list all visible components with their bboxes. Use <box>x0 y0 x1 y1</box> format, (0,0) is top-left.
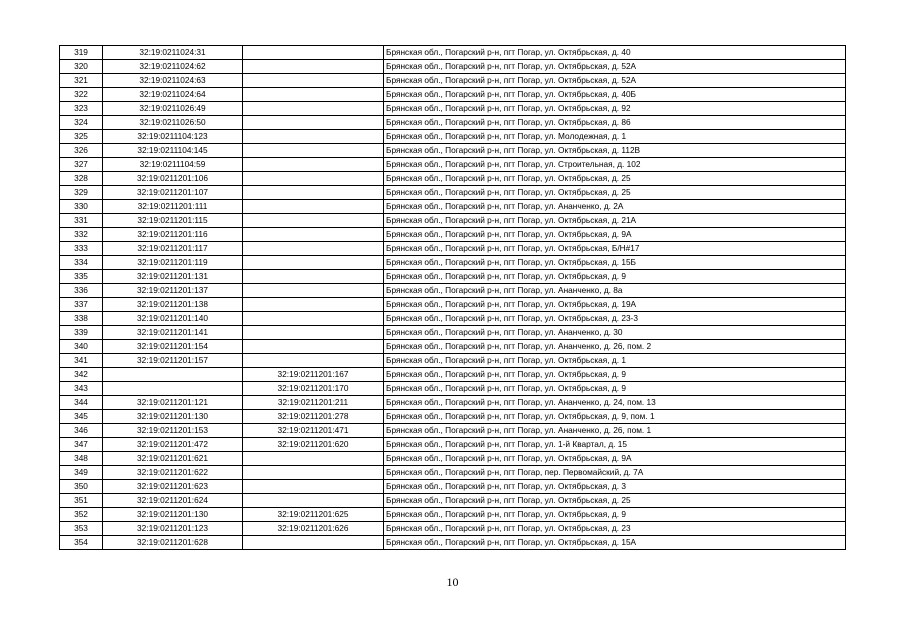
table-row <box>60 396 846 410</box>
table-row <box>60 242 846 256</box>
cadastral-number-cell: 32:19:0211201:123 <box>103 522 243 536</box>
address-cell: Брянская обл., Погарский р-н, пгт Погар, ул. Октябрьская, д. 25 <box>384 172 846 186</box>
address-cell: Брянская обл., Погарский р-н, пгт Погар, пер. Первомайский, д. 7А <box>384 466 846 480</box>
address-cell: Брянская обл., Погарский р-н, пгт Погар, ул. Ананченко, д. 8а <box>384 284 846 298</box>
row-number-cell: 324 <box>60 116 103 130</box>
cadastral-number-cell: 32:19:0211201:106 <box>103 172 243 186</box>
address-cell: Брянская обл., Погарский р-н, пгт Погар, ул. Ананченко, д. 2А <box>384 200 846 214</box>
table-row <box>60 326 846 340</box>
address-cell: Брянская обл., Погарский р-н, пгт Погар, ул. Октябрьская, д. 1 <box>384 354 846 368</box>
row-number-cell: 341 <box>60 354 103 368</box>
cadastral-number-cell: 32:19:0211201:138 <box>103 298 243 312</box>
address-cell: Брянская обл., Погарский р-н, пгт Погар, ул. Октябрьская, д. 9 <box>384 270 846 284</box>
table-row <box>60 130 846 144</box>
row-number-cell: 335 <box>60 270 103 284</box>
property-register-table <box>59 45 846 550</box>
table-row <box>60 284 846 298</box>
linked-cadastral-number-cell <box>243 102 384 116</box>
table-row <box>60 158 846 172</box>
linked-cadastral-number-cell <box>243 466 384 480</box>
cadastral-number-cell: 32:19:0211201:116 <box>103 228 243 242</box>
address-cell: Брянская обл., Погарский р-н, пгт Погар, ул. Октябрьская, д. 15Б <box>384 256 846 270</box>
table-row <box>60 102 846 116</box>
linked-cadastral-number-cell: 32:19:0211201:625 <box>243 508 384 522</box>
linked-cadastral-number-cell <box>243 494 384 508</box>
row-number-cell: 348 <box>60 452 103 466</box>
address-cell: Брянская обл., Погарский р-н, пгт Погар, ул. Октябрьская, д. 9 <box>384 382 846 396</box>
address-cell: Брянская обл., Погарский р-н, пгт Погар, ул. Октябрьская, д. 25 <box>384 186 846 200</box>
cadastral-number-cell: 32:19:0211104:59 <box>103 158 243 172</box>
row-number-cell: 350 <box>60 480 103 494</box>
row-number-cell: 327 <box>60 158 103 172</box>
address-cell: Брянская обл., Погарский р-н, пгт Погар, ул. Октябрьская, д. 40 <box>384 46 846 60</box>
table-row <box>60 438 846 452</box>
page-number: 10 <box>446 575 459 589</box>
row-number-cell: 334 <box>60 256 103 270</box>
table-row <box>60 452 846 466</box>
linked-cadastral-number-cell <box>243 312 384 326</box>
table-row <box>60 466 846 480</box>
linked-cadastral-number-cell <box>243 130 384 144</box>
row-number-cell: 336 <box>60 284 103 298</box>
row-number-cell: 332 <box>60 228 103 242</box>
row-number-cell: 354 <box>60 536 103 550</box>
cadastral-number-cell: 32:19:0211201:107 <box>103 186 243 200</box>
row-number-cell: 340 <box>60 340 103 354</box>
cadastral-number-cell: 32:19:0211201:141 <box>103 326 243 340</box>
address-cell: Брянская обл., Погарский р-н, пгт Погар, ул. Октябрьская, д. 19А <box>384 298 846 312</box>
address-cell: Брянская обл., Погарский р-н, пгт Погар, ул. Октябрьская, Б/Н#17 <box>384 242 846 256</box>
address-cell: Брянская обл., Погарский р-н, пгт Погар, ул. Октябрьская, д. 112В <box>384 144 846 158</box>
cadastral-number-cell: 32:19:0211026:50 <box>103 116 243 130</box>
cadastral-number-cell: 32:19:0211201:624 <box>103 494 243 508</box>
linked-cadastral-number-cell <box>243 256 384 270</box>
row-number-cell: 342 <box>60 368 103 382</box>
cadastral-number-cell: 32:19:0211201:130 <box>103 410 243 424</box>
row-number-cell: 322 <box>60 88 103 102</box>
row-number-cell: 323 <box>60 102 103 116</box>
row-number-cell: 346 <box>60 424 103 438</box>
cadastral-number-cell: 32:19:0211201:117 <box>103 242 243 256</box>
row-number-cell: 329 <box>60 186 103 200</box>
cadastral-number-cell: 32:19:0211201:131 <box>103 270 243 284</box>
table-row <box>60 368 846 382</box>
address-cell: Брянская обл., Погарский р-н, пгт Погар, ул. Октябрьская, д. 25 <box>384 494 846 508</box>
table-row <box>60 298 846 312</box>
cadastral-number-cell: 32:19:0211201:130 <box>103 508 243 522</box>
cadastral-number-cell: 32:19:0211201:623 <box>103 480 243 494</box>
linked-cadastral-number-cell: 32:19:0211201:620 <box>243 438 384 452</box>
cadastral-number-cell: 32:19:0211201:137 <box>103 284 243 298</box>
table-row <box>60 172 846 186</box>
table-row <box>60 116 846 130</box>
address-cell: Брянская обл., Погарский р-н, пгт Погар, ул. Октябрьская, д. 9 <box>384 508 846 522</box>
table-row <box>60 494 846 508</box>
linked-cadastral-number-cell <box>243 74 384 88</box>
linked-cadastral-number-cell <box>243 326 384 340</box>
table-row <box>60 354 846 368</box>
cadastral-number-cell: 32:19:0211201:121 <box>103 396 243 410</box>
linked-cadastral-number-cell <box>243 242 384 256</box>
row-number-cell: 328 <box>60 172 103 186</box>
table-row <box>60 88 846 102</box>
address-cell: Брянская обл., Погарский р-н, пгт Погар, ул. Октябрьская, д. 52А <box>384 74 846 88</box>
linked-cadastral-number-cell <box>243 284 384 298</box>
cadastral-number-cell: 32:19:0211024:63 <box>103 74 243 88</box>
address-cell: Брянская обл., Погарский р-н, пгт Погар, ул. Октябрьская, д. 23-3 <box>384 312 846 326</box>
linked-cadastral-number-cell <box>243 200 384 214</box>
table-row <box>60 480 846 494</box>
row-number-cell: 325 <box>60 130 103 144</box>
row-number-cell: 321 <box>60 74 103 88</box>
row-number-cell: 351 <box>60 494 103 508</box>
row-number-cell: 320 <box>60 60 103 74</box>
cadastral-number-cell <box>103 368 243 382</box>
cadastral-number-cell: 32:19:0211201:154 <box>103 340 243 354</box>
linked-cadastral-number-cell: 32:19:0211201:278 <box>243 410 384 424</box>
cadastral-number-cell: 32:19:0211201:621 <box>103 452 243 466</box>
cadastral-number-cell <box>103 382 243 396</box>
table-row <box>60 340 846 354</box>
row-number-cell: 331 <box>60 214 103 228</box>
address-cell: Брянская обл., Погарский р-н, пгт Погар, ул. Октябрьская, д. 9 <box>384 368 846 382</box>
row-number-cell: 333 <box>60 242 103 256</box>
cadastral-number-cell: 32:19:0211201:119 <box>103 256 243 270</box>
linked-cadastral-number-cell <box>243 452 384 466</box>
table-row <box>60 410 846 424</box>
address-cell: Брянская обл., Погарский р-н, пгт Погар, ул. Октябрьская, д. 52А <box>384 60 846 74</box>
cadastral-number-cell: 32:19:0211201:157 <box>103 354 243 368</box>
table-row <box>60 228 846 242</box>
cadastral-number-cell: 32:19:0211024:64 <box>103 88 243 102</box>
linked-cadastral-number-cell <box>243 228 384 242</box>
cadastral-number-cell: 32:19:0211026:49 <box>103 102 243 116</box>
address-cell: Брянская обл., Погарский р-н, пгт Погар, ул. Октябрьская, д. 9А <box>384 452 846 466</box>
address-cell: Брянская обл., Погарский р-н, пгт Погар, ул. Октябрьская, д. 23 <box>384 522 846 536</box>
address-cell: Брянская обл., Погарский р-н, пгт Погар, ул. Октябрьская, д. 9А <box>384 228 846 242</box>
table-row <box>60 256 846 270</box>
address-cell: Брянская обл., Погарский р-н, пгт Погар, ул. Октябрьская, д. 9, пом. 1 <box>384 410 846 424</box>
cadastral-number-cell: 32:19:0211201:628 <box>103 536 243 550</box>
table-row <box>60 312 846 326</box>
linked-cadastral-number-cell <box>243 354 384 368</box>
address-cell: Брянская обл., Погарский р-н, пгт Погар, ул. 1-й Квартал, д. 15 <box>384 438 846 452</box>
linked-cadastral-number-cell <box>243 116 384 130</box>
row-number-cell: 353 <box>60 522 103 536</box>
address-cell: Брянская обл., Погарский р-н, пгт Погар, ул. Октябрьская, д. 15А <box>384 536 846 550</box>
row-number-cell: 345 <box>60 410 103 424</box>
cadastral-number-cell: 32:19:0211201:140 <box>103 312 243 326</box>
cadastral-number-cell: 32:19:0211201:472 <box>103 438 243 452</box>
row-number-cell: 344 <box>60 396 103 410</box>
cadastral-number-cell: 32:19:0211201:111 <box>103 200 243 214</box>
table-row <box>60 200 846 214</box>
cadastral-number-cell: 32:19:0211201:115 <box>103 214 243 228</box>
row-number-cell: 319 <box>60 46 103 60</box>
linked-cadastral-number-cell: 32:19:0211201:626 <box>243 522 384 536</box>
address-cell: Брянская обл., Погарский р-н, пгт Погар, ул. Строительная, д. 102 <box>384 158 846 172</box>
table-row <box>60 60 846 74</box>
linked-cadastral-number-cell <box>243 60 384 74</box>
linked-cadastral-number-cell: 32:19:0211201:211 <box>243 396 384 410</box>
linked-cadastral-number-cell <box>243 340 384 354</box>
table-row <box>60 522 846 536</box>
table-row <box>60 382 846 396</box>
address-cell: Брянская обл., Погарский р-н, пгт Погар, ул. Молодежная, д. 1 <box>384 130 846 144</box>
address-cell: Брянская обл., Погарский р-н, пгт Погар, ул. Ананченко, д. 26, пом. 2 <box>384 340 846 354</box>
address-cell: Брянская обл., Погарский р-н, пгт Погар, ул. Ананченко, д. 30 <box>384 326 846 340</box>
linked-cadastral-number-cell <box>243 214 384 228</box>
row-number-cell: 352 <box>60 508 103 522</box>
linked-cadastral-number-cell <box>243 186 384 200</box>
cadastral-number-cell: 32:19:0211201:622 <box>103 466 243 480</box>
table-row <box>60 270 846 284</box>
table-row <box>60 424 846 438</box>
cadastral-number-cell: 32:19:0211104:123 <box>103 130 243 144</box>
linked-cadastral-number-cell: 32:19:0211201:471 <box>243 424 384 438</box>
row-number-cell: 347 <box>60 438 103 452</box>
linked-cadastral-number-cell <box>243 480 384 494</box>
table-body <box>60 46 846 550</box>
linked-cadastral-number-cell <box>243 88 384 102</box>
table-row <box>60 144 846 158</box>
linked-cadastral-number-cell <box>243 46 384 60</box>
row-number-cell: 343 <box>60 382 103 396</box>
address-cell: Брянская обл., Погарский р-н, пгт Погар, ул. Октябрьская, д. 40Б <box>384 88 846 102</box>
table-row <box>60 214 846 228</box>
linked-cadastral-number-cell <box>243 536 384 550</box>
table-row <box>60 46 846 60</box>
linked-cadastral-number-cell <box>243 270 384 284</box>
row-number-cell: 337 <box>60 298 103 312</box>
address-cell: Брянская обл., Погарский р-н, пгт Погар, ул. Октябрьская, д. 3 <box>384 480 846 494</box>
row-number-cell: 330 <box>60 200 103 214</box>
address-cell: Брянская обл., Погарский р-н, пгт Погар, ул. Октябрьская, д. 86 <box>384 116 846 130</box>
table-row <box>60 74 846 88</box>
address-cell: Брянская обл., Погарский р-н, пгт Погар, ул. Октябрьская, д. 92 <box>384 102 846 116</box>
table-row <box>60 186 846 200</box>
cadastral-number-cell: 32:19:0211024:31 <box>103 46 243 60</box>
cadastral-number-cell: 32:19:0211104:145 <box>103 144 243 158</box>
linked-cadastral-number-cell <box>243 144 384 158</box>
table-row <box>60 536 846 550</box>
linked-cadastral-number-cell <box>243 158 384 172</box>
linked-cadastral-number-cell <box>243 298 384 312</box>
address-cell: Брянская обл., Погарский р-н, пгт Погар, ул. Ананченко, д. 24, пом. 13 <box>384 396 846 410</box>
linked-cadastral-number-cell: 32:19:0211201:167 <box>243 368 384 382</box>
address-cell: Брянская обл., Погарский р-н, пгт Погар, ул. Ананченко, д. 26, пом. 1 <box>384 424 846 438</box>
address-cell: Брянская обл., Погарский р-н, пгт Погар, ул. Октябрьская, д. 21А <box>384 214 846 228</box>
row-number-cell: 339 <box>60 326 103 340</box>
row-number-cell: 349 <box>60 466 103 480</box>
row-number-cell: 338 <box>60 312 103 326</box>
linked-cadastral-number-cell: 32:19:0211201:170 <box>243 382 384 396</box>
table-row <box>60 508 846 522</box>
linked-cadastral-number-cell <box>243 172 384 186</box>
row-number-cell: 326 <box>60 144 103 158</box>
cadastral-number-cell: 32:19:0211201:153 <box>103 424 243 438</box>
cadastral-number-cell: 32:19:0211024:62 <box>103 60 243 74</box>
